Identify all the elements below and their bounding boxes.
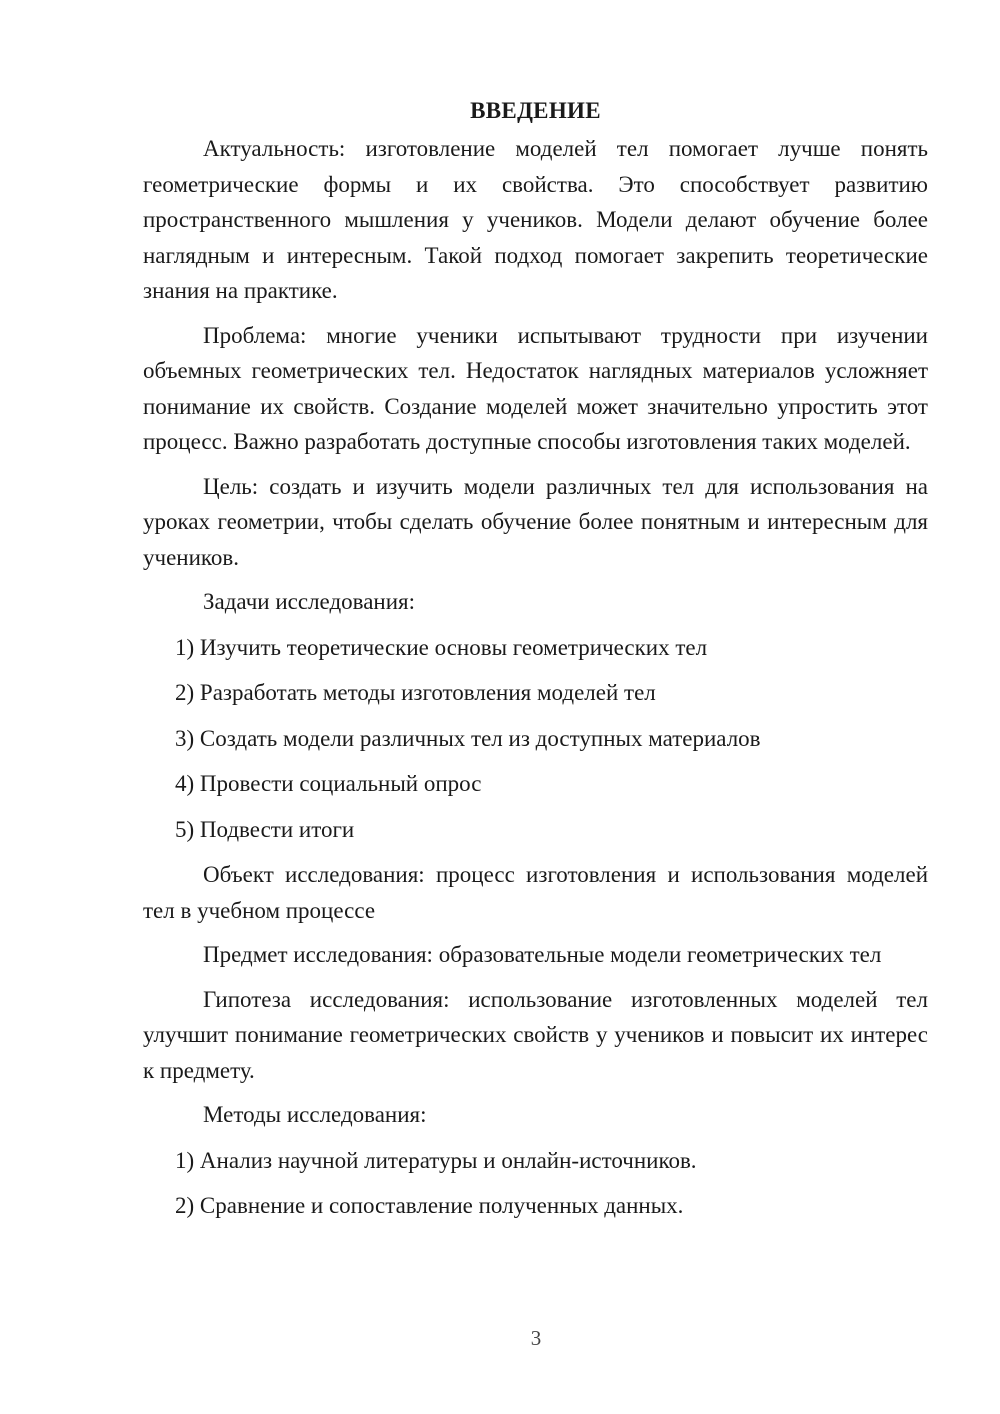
page-number: 3 bbox=[530, 1326, 542, 1350]
list-item: 5) Подвести итоги bbox=[175, 816, 355, 842]
methods-heading: Методы исследования: bbox=[203, 1102, 427, 1127]
list-item: 1) Анализ научной литературы и онлайн-источников. bbox=[175, 1147, 697, 1173]
object-paragraph: Объект исследования: процесс изготовления и использования моделей тел в учебном процессе bbox=[143, 862, 928, 923]
document-page bbox=[143, 96, 928, 1234]
list-item: 4) Провести социальный опрос bbox=[175, 771, 482, 796]
list-item: 3) Создать модели различных тел из доступных материалов bbox=[175, 725, 761, 751]
problem-paragraph: Проблема: многие ученики испытывают трудности при изучении объемных геометрических тел. Недостаток наглядных материалов усложняет понимание их свойств. Создание моделей может значительно упростить этот процесс. Важно разработать доступные способы изготовления таких моделей. bbox=[143, 322, 928, 454]
page-title: ВВЕДЕНИЕ bbox=[470, 98, 601, 123]
methods-list bbox=[143, 1143, 928, 1224]
goal-paragraph: Цель: создать и изучить модели различных тел для использования на уроках геометрии, чтобы сделать обучение более понятным и интересным для учеников. bbox=[143, 473, 928, 570]
subject-paragraph: Предмет исследования: образовательные модели геометрических тел bbox=[203, 942, 882, 967]
relevance-paragraph: Актуальность: изготовление моделей тел помогает лучше понять геометрические формы и их свойства. Это способствует развитию пространственного мышления у учеников. Модели делают обучение более наглядным и интересным. Такой подход помогает закрепить теоретические знания на практике. bbox=[143, 136, 928, 303]
hypothesis-paragraph: Гипотеза исследования: использование изготовленных моделей тел улучшит понимание геометрических свойств у учеников и повысит их интерес к предмету. bbox=[143, 986, 928, 1083]
list-item: 1) Изучить теоретические основы геометрических тел bbox=[175, 634, 708, 660]
tasks-heading: Задачи исследования: bbox=[203, 589, 416, 614]
tasks-list bbox=[143, 630, 928, 848]
list-item: 2) Разработать методы изготовления моделей тел bbox=[175, 680, 656, 705]
list-item: 2) Сравнение и сопоставление полученных данных. bbox=[175, 1193, 684, 1218]
